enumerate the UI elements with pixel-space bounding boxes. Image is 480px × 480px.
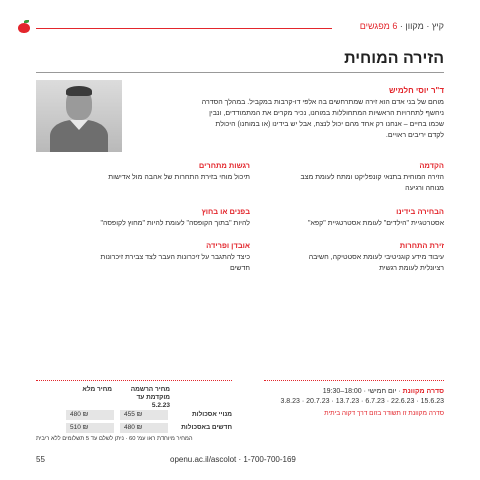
section-text: הזירה המוחית בתנאי קונפליקט ומתח לעומת מצב מנוחה ורגיעה: [300, 174, 444, 192]
row-label: חדשים באסכולות: [181, 424, 232, 431]
section-title: הבחירה בידינו: [396, 207, 444, 216]
schedule-note: סדרה מקוונת זו תשודר בזום דרך דקוה ביתית: [324, 410, 444, 417]
early-price: ₪ 455: [120, 410, 168, 420]
section-text: אסטרטגיית "הילדים" לעומת אסטרטגיית "קפא": [308, 220, 444, 227]
header-full-price: מחיר מלא: [82, 386, 112, 393]
full-price: ₪ 480: [66, 410, 114, 420]
section-title: הקדמה: [419, 161, 444, 170]
session-dates: 15.6.23 · 22.6.23 · 6.7.23 · 13.7.23 · 20.7.23 · 3.8.23: [280, 398, 444, 405]
breadcrumb-season: קיץ: [431, 21, 444, 31]
footer-contact: openu.ac.il/ascolot · 1-700-700-169: [170, 455, 296, 464]
lecturer-name: ד"ר יוסי חלמיש: [388, 86, 444, 95]
section-text: עיבוד מידע קוגניטיבי לעומת אסטטיקה, חשיבה רציונלית לעומת רגשית: [308, 254, 444, 272]
page-title: הזירה המוחית: [344, 50, 444, 67]
course-description: מוחם של בני אדם הוא זירה שמתרחשים בה אלפי דו-קרבות במקביל. במהלך הסדרה ניחשף לתחרויות הראשיות המתחוללות במוחנו, נכיר מקרים את המתמודדים, ונבין שכמו בחיים – אנחנו רק אחד מהם יכול לנצח, אבל יש בידינו (או במוחנו) היכולת לקדם יריבים ראויים.: [201, 99, 444, 139]
header-rule: [36, 28, 332, 29]
breadcrumb-format: מקוון: [405, 21, 424, 31]
price-divider: [36, 380, 232, 381]
breadcrumb: קיץ · מקוון · 6 מפגשים: [359, 21, 444, 31]
section-arena: [294, 240, 444, 274]
schedule-heading: סדרה מקוונת · יום חמישי · 18:00–19:30: [322, 388, 444, 395]
section-emotions: [100, 160, 250, 183]
full-price: ₪ 510: [66, 423, 114, 433]
apple-icon: [18, 20, 32, 34]
section-title: אובדן ופרידה: [206, 241, 250, 250]
schedule-divider: [264, 380, 444, 381]
section-title: בפנים או בחוץ: [201, 207, 250, 216]
page-number: 55: [36, 455, 45, 464]
section-intro: [294, 160, 444, 194]
section-choice: [294, 206, 444, 229]
breadcrumb-sessions: 6 מפגשים: [359, 21, 398, 31]
title-rule: [36, 72, 444, 73]
section-text: תיכול מוחי בזירת התחרות של אהבה מול אדישות: [108, 174, 250, 181]
price-note: המחיר מיוחדת ראו עמ' 60 · ניתן לשלם עד 5 תשלומים ללא ריבית: [36, 436, 193, 442]
section-inside-outside: [100, 206, 250, 229]
section-title: זירת התחרות: [399, 241, 444, 250]
series-time: יום חמישי · 18:00–19:30: [322, 388, 397, 395]
section-text: כיצד להתגבר על זיכרונות העבר לצד צבירת זיכרונות חדשים: [100, 254, 250, 272]
row-label: מנויי אסכולות: [191, 411, 232, 418]
table-row: [36, 423, 232, 434]
section-loss: [100, 240, 250, 274]
lecturer-photo: [36, 80, 122, 152]
header-early-price: מחיר הרשמה מוקדמת עד 5.2.23: [130, 386, 170, 409]
table-row: [36, 410, 232, 421]
section-title: רגשות מתחרים: [198, 161, 250, 170]
series-type: סדרה מקוונת: [402, 388, 444, 395]
section-text: להיות "בתוך הקופסה" לעומת להיות "מחוץ לקופסה": [100, 220, 250, 227]
early-price: ₪ 480: [120, 423, 168, 433]
